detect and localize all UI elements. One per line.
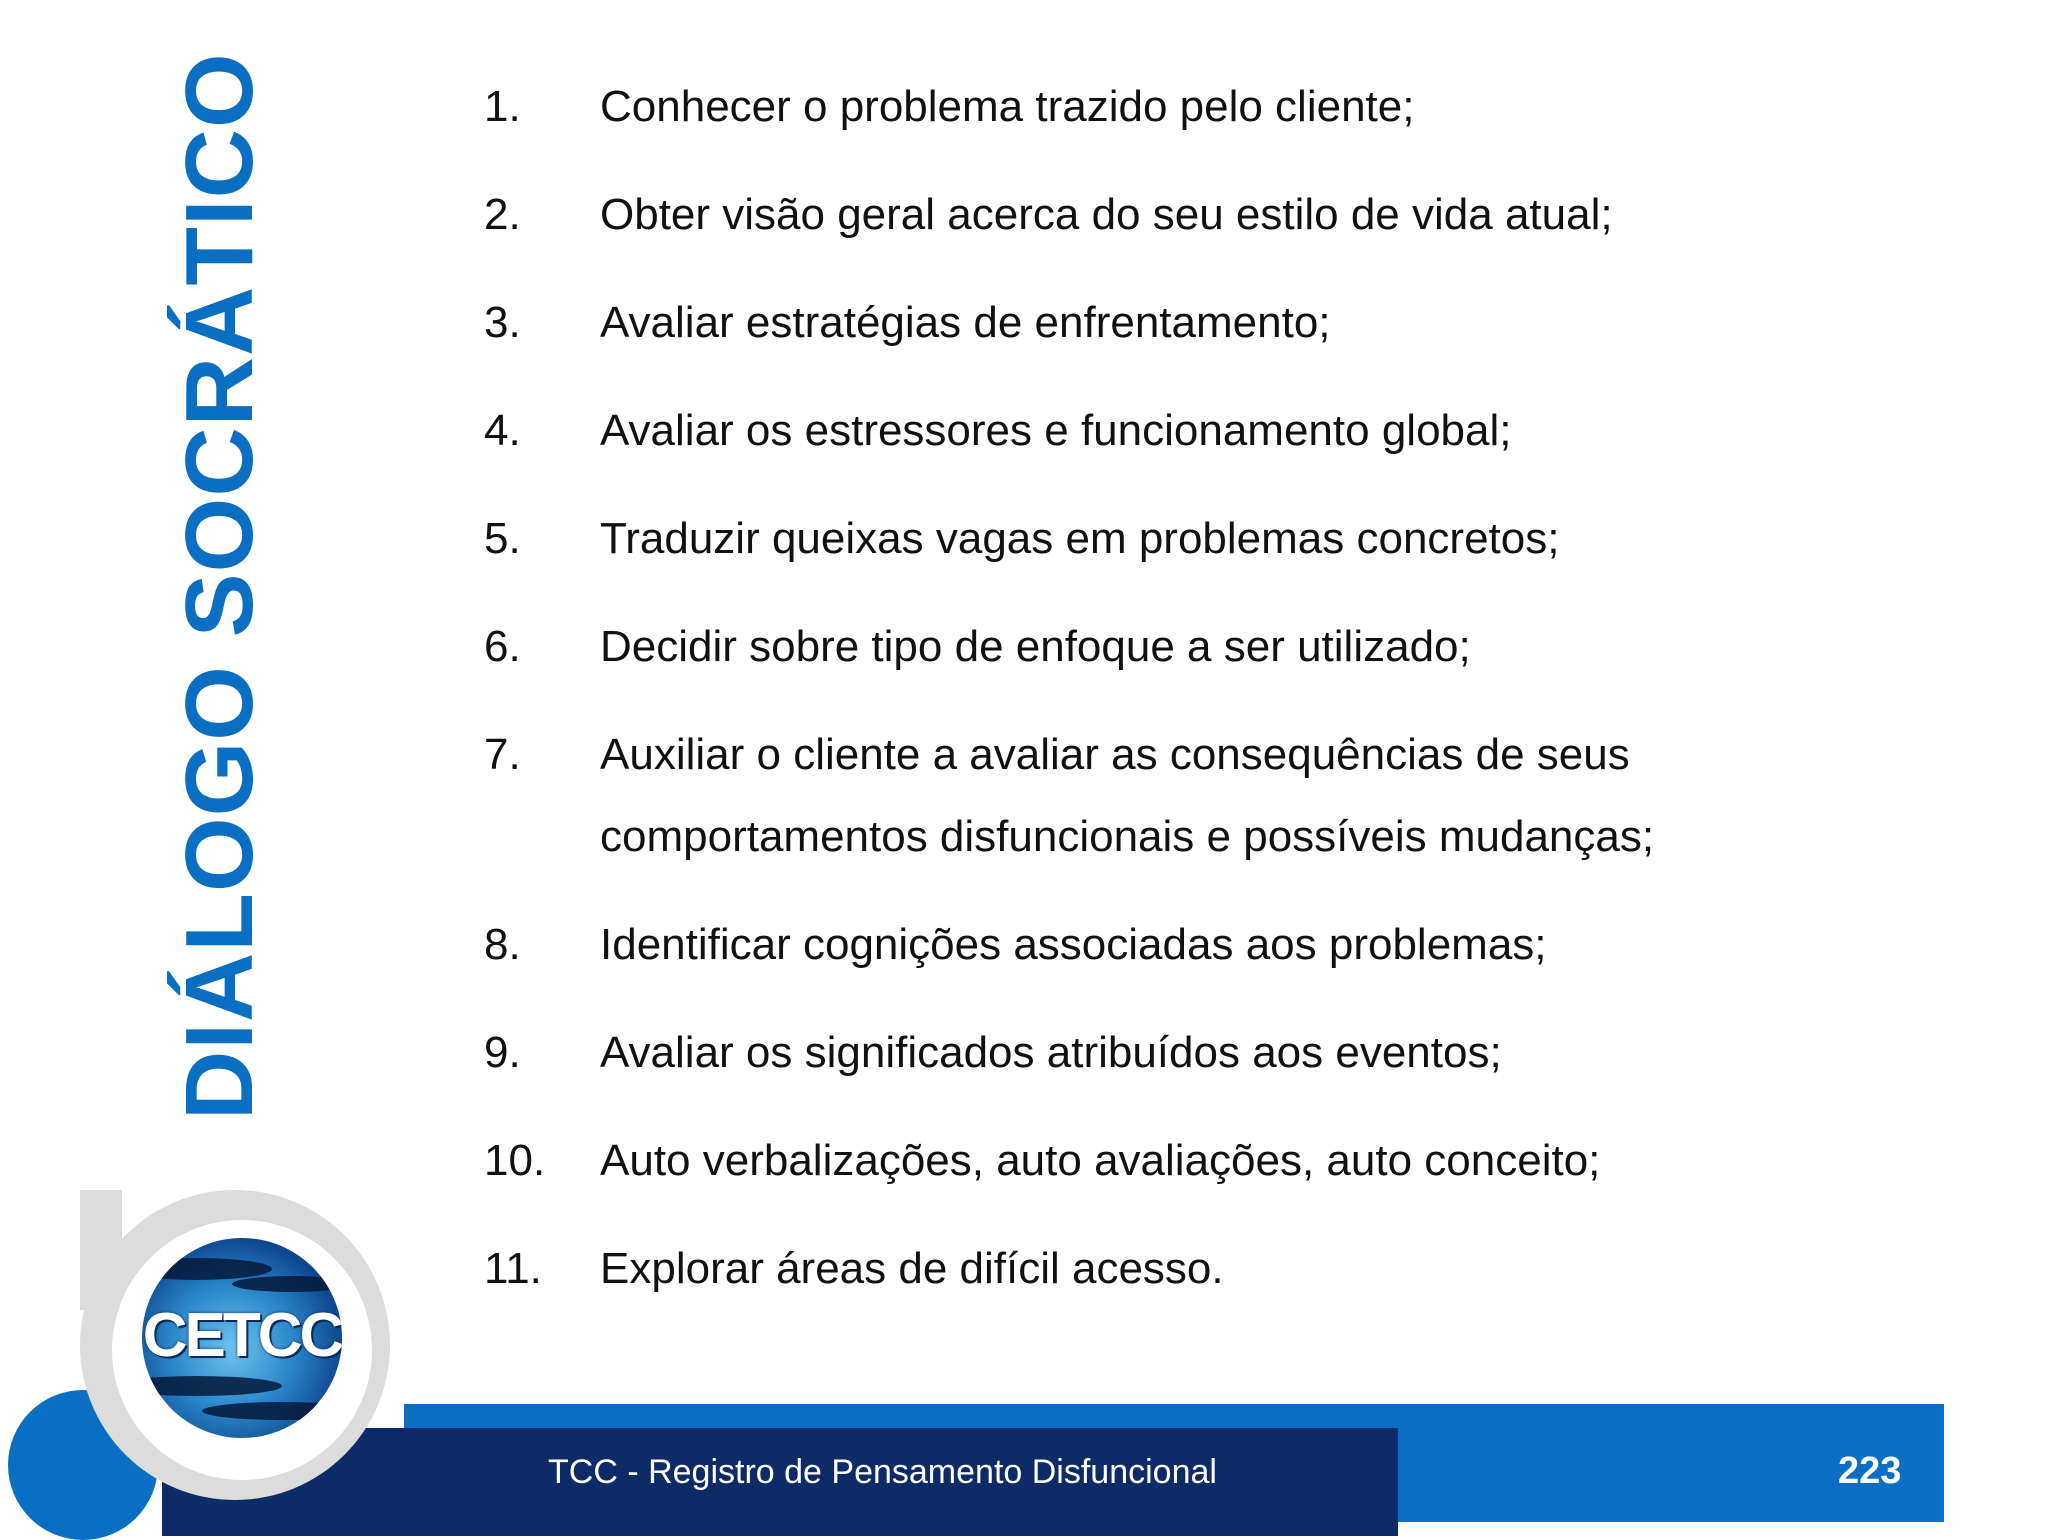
logo-wave	[142, 1258, 272, 1280]
logo-text: CETCC	[142, 1301, 342, 1370]
slide-title: DIÁLOGO SOCRÁTICO	[166, 52, 273, 1120]
list-item	[484, 512, 1784, 566]
topic-list	[484, 80, 1784, 1350]
list-item	[484, 80, 1784, 134]
item-text: Conhecer o problema trazido pelo cliente;	[600, 82, 1415, 131]
list-item	[484, 188, 1784, 242]
item-number: 6.	[484, 622, 521, 671]
item-number: 4.	[484, 406, 521, 455]
item-text: Traduzir queixas vagas em problemas concretos;	[600, 514, 1560, 563]
list-item	[484, 296, 1784, 350]
item-number: 8.	[484, 920, 521, 969]
list-item	[484, 1134, 1784, 1188]
list-item	[484, 404, 1784, 458]
item-text: Auxiliar o cliente a avaliar as consequências de seus comportamentos disfuncionais e possíveis mudanças;	[600, 730, 1655, 861]
logo-wave	[142, 1376, 282, 1396]
item-number: 2.	[484, 190, 521, 239]
cetcc-logo	[142, 1238, 342, 1438]
item-number: 5.	[484, 514, 521, 563]
item-text: Avaliar os significados atribuídos aos eventos;	[600, 1028, 1502, 1077]
item-text: Explorar áreas de difícil acesso.	[600, 1244, 1224, 1293]
list-item	[484, 918, 1784, 972]
list-item	[484, 1242, 1784, 1296]
list-item	[484, 620, 1784, 674]
item-number: 7.	[484, 730, 521, 779]
list-item	[484, 1026, 1784, 1080]
item-text: Identificar cognições associadas aos problemas;	[600, 920, 1547, 969]
logo-wave	[202, 1402, 342, 1420]
footer-text: TCC - Registro de Pensamento Disfuncional	[548, 1453, 1217, 1491]
slide-title-wrapper	[166, 52, 273, 1120]
item-number: 1.	[484, 82, 521, 131]
item-number: 9.	[484, 1028, 521, 1077]
item-text: Avaliar os estressores e funcionamento global;	[600, 406, 1512, 455]
item-text: Obter visão geral acerca do seu estilo de vida atual;	[600, 190, 1613, 239]
item-number: 10.	[484, 1136, 546, 1185]
page-number: 223	[1838, 1450, 1902, 1492]
item-text: Avaliar estratégias de enfrentamento;	[600, 298, 1331, 347]
item-number: 11.	[484, 1244, 542, 1293]
logo-wave	[232, 1276, 342, 1292]
logo-ring-stem	[80, 1190, 122, 1310]
item-text: Decidir sobre tipo de enfoque a ser utilizado;	[600, 622, 1471, 671]
item-text: Auto verbalizações, auto avaliações, auto conceito;	[600, 1136, 1601, 1185]
item-number: 3.	[484, 298, 521, 347]
list-item	[484, 728, 1784, 878]
